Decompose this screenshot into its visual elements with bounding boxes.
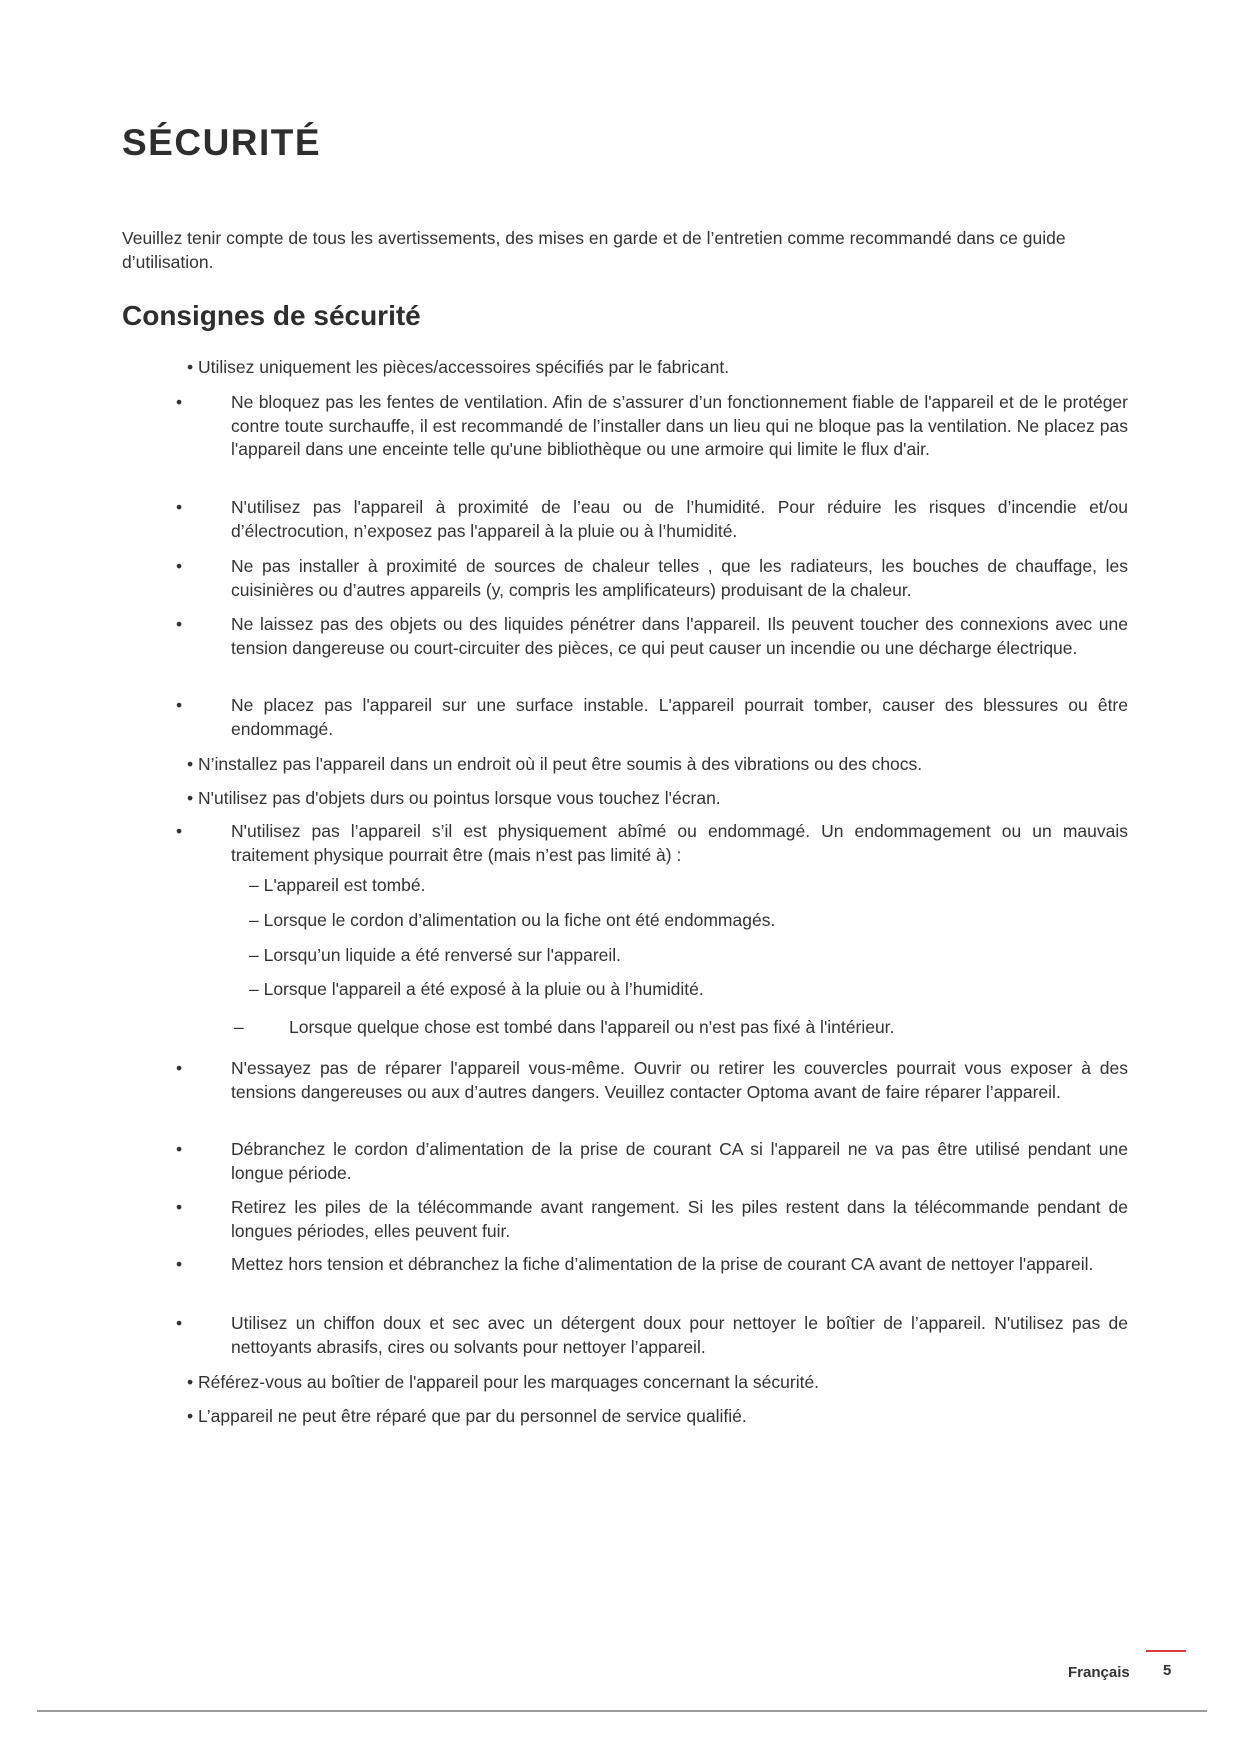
intro-paragraph: Veuillez tenir compte de tous les avertissements, des mises en garde et de l’entretien comme recommandé dans ce guide d’utilisation. [122,228,1066,272]
bullet-icon: • [176,556,183,576]
bullet-icon: • [176,497,183,517]
section-title: Consignes de sécurité [122,300,421,331]
list-item: N'utilisez pas l’appareil s’il est physiquement abîmé ou endommagé. Un endommagement ou un mauvais traitement physique pourrait être (mais n’est pas limité à) : [231,821,1128,865]
list-item: Ne pas installer à proximité de sources de chaleur telles , que les radiateurs, les bouches de chauffage, les cuisinières ou d’autres appareils (y, compris les amplificateurs) produisant de la chaleur. [231,556,1128,600]
list-item: Utilisez un chiffon doux et sec avec un détergent doux pour nettoyer le boîtier de l’appareil. N'utilisez pas de nettoyants abrasifs, cires ou solvants pour nettoyer l’appareil. [231,1313,1128,1357]
bullet-icon: • [176,695,183,715]
list-item: Ne bloquez pas les fentes de ventilation. Afin de s’assurer d’un fonctionnement fiable de l'appareil et de le protéger contre toute surchauffe, il est recommandé de l’installer dans un lieu qui ne bloque pas la ventilation. Ne placez pas l'appareil dans une enceinte telle qu'une bibliothèque ou une armoire qui limite le flux d'air. [231,392,1128,459]
bullet-icon: • [176,614,183,634]
list-item: • Utilisez uniquement les pièces/accessoires spécifiés par le fabricant. [187,357,730,377]
sub-list-item: – L'appareil est tombé. [249,875,426,895]
bullet-icon: • [176,392,183,412]
list-item: • Référez-vous au boîtier de l'appareil pour les marquages concernant la sécurité. [187,1372,820,1392]
page-number: 5 [1163,1662,1172,1679]
list-item: • N’installez pas l'appareil dans un endroit où il peut être soumis à des vibrations ou des chocs. [187,754,923,774]
sub-list-item: – Lorsqu’un liquide a été renversé sur l'appareil. [249,945,622,965]
sub-list-item: Lorsque quelque chose est tombé dans l'appareil ou n'est pas fixé à l'intérieur. [289,1017,895,1037]
page-title: SÉCURITÉ [122,122,322,163]
list-item: Mettez hors tension et débranchez la fiche d’alimentation de la prise de courant CA avant de nettoyer l'appareil. [231,1254,1094,1274]
footer-language: Français [1068,1664,1130,1681]
bullet-icon: • [176,1313,183,1333]
list-item: • N'utilisez pas d'objets durs ou pointus lorsque vous touchez l'écran. [187,788,721,808]
list-item: N'utilisez pas l'appareil à proximité de l’eau ou de l’humidité. Pour réduire les risques d’incendie et/ou d’électrocution, n’exposez pas l'appareil à la pluie ou à l’humidité. [231,497,1128,541]
bullet-icon: • [176,1197,183,1217]
list-item: Ne placez pas l'appareil sur une surface instable. L'appareil pourrait tomber, causer des blessures ou être endommagé. [231,695,1128,739]
list-item: Ne laissez pas des objets ou des liquides pénétrer dans l'appareil. Ils peuvent toucher des connexions avec une tension dangereuse ou court-circuiter des pièces, ce qui peut causer un incendie ou une décharge électrique. [231,614,1128,658]
list-item: N'essayez pas de réparer l'appareil vous-même. Ouvrir ou retirer les couvercles pourrait vous exposer à des tensions dangereuses ou aux d’autres dangers. Veuillez contacter Optoma avant de faire réparer l’appareil. [231,1058,1128,1102]
sub-list-item: – Lorsque le cordon d’alimentation ou la fiche ont été endommagés. [249,910,776,930]
list-item: • L’appareil ne peut être réparé que par du personnel de service qualifié. [187,1406,747,1426]
bullet-icon: • [176,1139,183,1159]
bullet-icon: • [176,821,183,841]
footer-divider [37,1710,1207,1712]
dash-icon: – [234,1017,244,1037]
list-item: Débranchez le cordon d’alimentation de la prise de courant CA si l'appareil ne va pas être utilisé pendant une longue période. [231,1139,1128,1183]
footer-accent-line [1146,1650,1186,1652]
bullet-icon: • [176,1254,183,1274]
sub-list-item: – Lorsque l'appareil a été exposé à la pluie ou à l’humidité. [249,979,704,999]
list-item: Retirez les piles de la télécommande avant rangement. Si les piles restent dans la télécommande pendant de longues périodes, elles peuvent fuir. [231,1197,1128,1241]
bullet-icon: • [176,1058,183,1078]
